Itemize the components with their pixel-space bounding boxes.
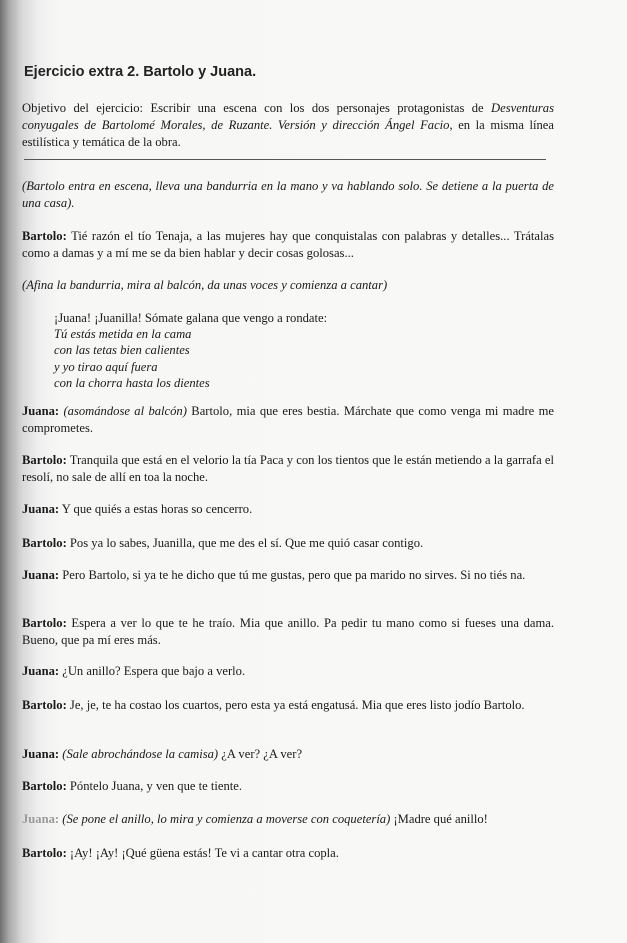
objective-text: Escribir una escena con los dos personajes protagonistas de [143,101,492,115]
speech-juana-1 [22,403,554,437]
speech-text: ¿Un anillo? Espera que bajo a verlo. [59,664,246,678]
speech-text: Póntelo Juana, y ven que te tiente. [66,779,242,793]
speaker-name: Bartolo: [22,779,67,793]
speech-bartolo-6 [22,778,554,795]
song-line: con las tetas bien calientes [54,343,190,358]
stage-direction: (asomándose al balcón) [63,404,187,418]
speaker-name: Bartolo: [22,616,67,630]
speech-text: Tranquila que está en el velorio la tía Paca y con los tientos que le están metiendo a la garrafa el resolí, no sale de allí en toa la noche. [22,453,554,484]
speaker-name: Juana: [22,812,60,826]
speech-bartolo-1 [22,228,554,262]
objective-paragraph [22,100,554,151]
speech-text: Bartolo, mia que eres bestia. Márchate que como venga mi madre me comprometes. [22,404,555,435]
speech-bartolo-7 [22,845,554,862]
speech-bartolo-2 [22,452,554,486]
speaker-name: Bartolo: [22,698,67,712]
speech-bartolo-3 [22,535,554,552]
speech-bartolo-5 [22,697,554,714]
speaker-name: Bartolo: [22,536,67,550]
exercise-title: Ejercicio extra 2. Bartolo y Juana. [24,64,257,80]
stage-direction: (Se pone el anillo, lo mira y comienza a moverse con coquetería) [62,812,391,826]
speech-bartolo-4 [22,615,554,649]
song-line: con la chorra hasta los dientes [54,375,210,390]
speech-text: Espera a ver lo que te he traío. Mia que anillo. Pa pedir tu mano como si fueses una dama. Bueno, que pa mí eres más. [22,616,554,647]
speech-text: ¿A ver? ¿A ver? [218,747,303,761]
speaker-name: Juana: [22,664,60,678]
speaker-name: Juana: [22,404,60,418]
speech-text: Y que quiés a estas horas so cencerro. [59,502,253,516]
speaker-name: Juana: [22,502,60,516]
speech-text: Pos ya lo sabes, Juanilla, que me des el sí. Que me quió casar contigo. [66,536,424,550]
song-verse [54,310,474,391]
objective-text-end: en la misma línea estilística y temática de la obra. [22,118,554,149]
speaker-name: Juana: [22,568,60,582]
speech-juana-3 [22,567,554,584]
stage-direction: (Sale abrochándose la camisa) [62,747,219,761]
stage-direction-1: (Bartolo entra en escena, lleva una bandurria en la mano y va hablando solo. Se detiene a la puerta de una casa). [22,179,554,210]
speech-juana-2 [22,501,554,518]
speaker-name: Bartolo: [22,453,67,467]
song-line: Tú estás metida en la cama [54,327,192,342]
speech-juana-5 [22,746,554,763]
speech-text: Tié razón el tío Tenaja, a las mujeres hay que conquistalas con palabras y detalles... Trátalas como a damas y a mí me se da bien hablar y decir cosas golosas... [22,229,554,260]
speech-text: ¡Ay! ¡Ay! ¡Qué güena estás! Te vi a cantar otra copla. [66,846,339,860]
speech-juana-4 [22,663,554,680]
work-title: Desventuras conyugales de Bartolomé Morales, de Ruzante. Versión y dirección Ángel Facio, [22,101,554,132]
speech-text: Je, je, te ha costao los cuartos, pero esta ya está engatusá. Mia que eres listo jodío Bartolo. [66,698,525,712]
song-line: y yo tirao aquí fuera [54,359,158,374]
speech-juana-6 [22,811,554,828]
speech-text: ¡Madre qué anillo! [390,812,488,826]
speaker-name: Juana: [22,747,60,761]
song-line: ¡Juana! ¡Juanilla! Sómate galana que vengo a rondate: [54,311,328,325]
objective-label: Objetivo del ejercicio: [22,101,144,115]
divider-line [24,159,546,160]
stage-direction-2: (Afina la bandurria, mira al balcón, da unas voces y comienza a cantar) [22,278,388,292]
speech-text: Pero Bartolo, si ya te he dicho que tú me gustas, pero que pa marido no sirves. Si no tiés na. [59,568,526,582]
speaker-name: Bartolo: [22,846,67,860]
speaker-name: Bartolo: [22,229,67,243]
